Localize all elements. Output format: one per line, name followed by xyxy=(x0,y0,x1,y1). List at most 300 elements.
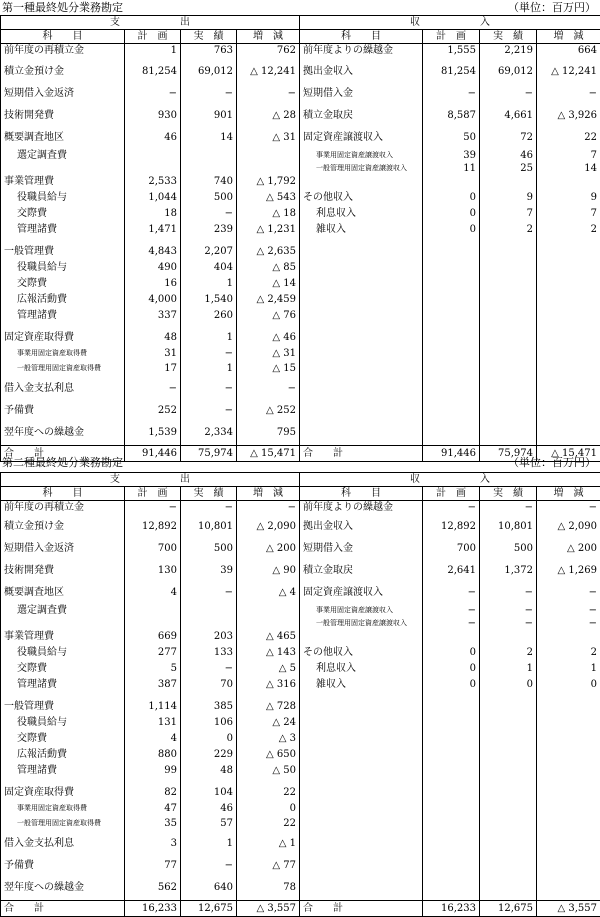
expend-item-label: 前年度の再積立金 xyxy=(1,501,125,520)
expend-item-label: 前年度の再積立金 xyxy=(1,44,125,65)
expend-item-label: 積立金預け金 xyxy=(1,520,125,542)
table-row xyxy=(1,175,600,191)
actual-value: 740 xyxy=(181,175,237,191)
actual-value xyxy=(181,162,237,175)
actual-value: 2 xyxy=(480,646,537,662)
actual-value xyxy=(480,404,537,426)
expend-item-label: 事業用固定資産取得費 xyxy=(1,802,125,817)
diff-value: △ 728 xyxy=(237,700,300,716)
table-row xyxy=(1,191,600,207)
actual-value: 1 xyxy=(181,362,237,382)
plan-value xyxy=(423,404,480,426)
plan-value: 3 xyxy=(125,837,181,859)
plan-value: 1,555 xyxy=(423,44,480,65)
table-row xyxy=(1,44,600,65)
expend-item-label: 概要調査地区 xyxy=(1,586,125,604)
actual-value: − xyxy=(181,347,237,362)
diff-value: △ 85 xyxy=(237,261,300,277)
plan-value: 12,892 xyxy=(423,520,480,542)
diff-value xyxy=(537,331,600,347)
plan-value xyxy=(125,604,181,617)
table-row xyxy=(1,131,600,149)
expend-item-label: 選定調査費 xyxy=(1,149,125,162)
expend-item-label: 一般管理費 xyxy=(1,245,125,261)
revenue-item-label xyxy=(300,859,423,881)
expend-item-label: 管理諸費 xyxy=(1,309,125,331)
revenue-item-label xyxy=(300,802,423,817)
diff-value xyxy=(537,630,600,646)
diff-value: △ 24 xyxy=(237,716,300,732)
plan-value xyxy=(423,732,480,748)
actual-value: 0 xyxy=(480,678,537,700)
plan-value: − xyxy=(423,87,480,109)
plan-header: 計 画 xyxy=(423,30,480,44)
expend-item-label: 役職員給与 xyxy=(1,261,125,277)
table-row xyxy=(1,261,600,277)
actual-value: 229 xyxy=(181,748,237,764)
plan-value: 490 xyxy=(125,261,181,277)
plan-value xyxy=(423,175,480,191)
actual-value: 72 xyxy=(480,131,537,149)
diff-value: △ 2,459 xyxy=(237,293,300,309)
plan-value: 1,539 xyxy=(125,426,181,446)
plan-value: 81,254 xyxy=(423,65,480,87)
plan-value xyxy=(125,617,181,630)
subject-header: 科 目 xyxy=(1,487,125,501)
actual-value: 901 xyxy=(181,109,237,131)
total-actual: 75,974 xyxy=(181,446,237,462)
diff-value: △ 200 xyxy=(537,542,600,564)
revenue-item-label: 事業用固定資産譲渡収入 xyxy=(300,604,423,617)
actual-value xyxy=(480,859,537,881)
actual-value xyxy=(480,700,537,716)
table-row xyxy=(1,501,600,520)
revenue-item-label: 雑収入 xyxy=(300,223,423,245)
table-row xyxy=(1,764,600,786)
plan-value xyxy=(125,149,181,162)
diff-value: △ 77 xyxy=(237,859,300,881)
table-row xyxy=(1,630,600,646)
plan-value: 277 xyxy=(125,646,181,662)
actual-value: 1,540 xyxy=(181,293,237,309)
diff-value: △ 316 xyxy=(237,678,300,700)
diff-header: 増 減 xyxy=(237,487,300,501)
revenue-item-label xyxy=(300,817,423,837)
diff-value: △ 18 xyxy=(237,207,300,223)
table-row xyxy=(1,700,600,716)
revenue-item-label: 固定資産譲渡収入 xyxy=(300,586,423,604)
diff-value xyxy=(537,802,600,817)
expend-item-label: 一般管理用固定資産取得費 xyxy=(1,362,125,382)
plan-value xyxy=(423,426,480,446)
total-diff: △ 3,557 xyxy=(237,901,300,917)
revenue-item-label: 前年度よりの繰越金 xyxy=(300,501,423,520)
revenue-item-label: 拠出金収入 xyxy=(300,65,423,87)
actual-value: − xyxy=(480,501,537,520)
actual-value: 763 xyxy=(181,44,237,65)
plan-value: 880 xyxy=(125,748,181,764)
actual-value: 385 xyxy=(181,700,237,716)
diff-value: − xyxy=(237,382,300,404)
table-row xyxy=(1,802,600,817)
diff-value xyxy=(537,175,600,191)
table-row xyxy=(1,520,600,542)
plan-value xyxy=(423,347,480,362)
actual-value: 1 xyxy=(480,662,537,678)
diff-value: △ 76 xyxy=(237,309,300,331)
diff-value: △ 90 xyxy=(237,564,300,586)
actual-value: 2 xyxy=(480,223,537,245)
revenue-item-label: 事業用固定資産譲渡収入 xyxy=(300,149,423,162)
plan-value: 4 xyxy=(125,586,181,604)
diff-value xyxy=(537,347,600,362)
plan-value: 31 xyxy=(125,347,181,362)
revenue-item-label: その他収入 xyxy=(300,646,423,662)
plan-value: 82 xyxy=(125,786,181,802)
table-row xyxy=(1,732,600,748)
diff-value: 762 xyxy=(237,44,300,65)
table-row xyxy=(1,542,600,564)
expend-item-label: 広報活動費 xyxy=(1,293,125,309)
diff-value: △ 2,090 xyxy=(537,520,600,542)
table-row xyxy=(1,837,600,859)
diff-value: − xyxy=(537,87,600,109)
actual-value xyxy=(480,630,537,646)
plan-value: 81,254 xyxy=(125,65,181,87)
plan-value: 2,533 xyxy=(125,175,181,191)
diff-value: △ 15 xyxy=(237,362,300,382)
diff-value: △ 1 xyxy=(237,837,300,859)
diff-value: △ 46 xyxy=(237,331,300,347)
table-row xyxy=(1,617,600,630)
plan-value: 18 xyxy=(125,207,181,223)
actual-header: 実 績 xyxy=(480,30,537,44)
table-row xyxy=(1,881,600,901)
actual-value: 4,661 xyxy=(480,109,537,131)
plan-value xyxy=(423,331,480,347)
plan-value xyxy=(423,261,480,277)
actual-value xyxy=(480,764,537,786)
diff-value xyxy=(537,881,600,901)
diff-value: △ 31 xyxy=(237,131,300,149)
table-row xyxy=(1,277,600,293)
expend-item-label: 固定資産取得費 xyxy=(1,331,125,347)
plan-value xyxy=(423,293,480,309)
plan-value: 1,114 xyxy=(125,700,181,716)
diff-value xyxy=(537,404,600,426)
diff-value: − xyxy=(537,586,600,604)
plan-value: 46 xyxy=(125,131,181,149)
diff-value: △ 50 xyxy=(237,764,300,786)
plan-value: 252 xyxy=(125,404,181,426)
subject-header: 科 目 xyxy=(300,487,423,501)
diff-value: 0 xyxy=(237,802,300,817)
expend-item-label: 選定調査費 xyxy=(1,604,125,617)
total-row xyxy=(1,901,600,917)
diff-value: − xyxy=(537,617,600,630)
expend-item-label: 一般管理費 xyxy=(1,700,125,716)
diff-value: 78 xyxy=(237,881,300,901)
plan-value xyxy=(423,748,480,764)
revenue-item-label: 短期借入金 xyxy=(300,87,423,109)
expend-item-label: 短期借入金返済 xyxy=(1,87,125,109)
actual-value xyxy=(480,309,537,331)
diff-value: △ 3 xyxy=(237,732,300,748)
actual-value: 9 xyxy=(480,191,537,207)
total-actual: 75,974 xyxy=(480,446,537,462)
table-row xyxy=(1,331,600,347)
actual-value xyxy=(480,331,537,347)
revenue-item-label xyxy=(300,277,423,293)
actual-value xyxy=(480,837,537,859)
expend-item-label: 役職員給与 xyxy=(1,716,125,732)
expend-item-label: 翌年度への繰越金 xyxy=(1,426,125,446)
actual-value: − xyxy=(480,586,537,604)
total-plan: 16,233 xyxy=(423,901,480,917)
plan-value xyxy=(423,817,480,837)
actual-value: − xyxy=(181,586,237,604)
revenue-item-label xyxy=(300,245,423,261)
table-row xyxy=(1,87,600,109)
expend-item-label: 管理諸費 xyxy=(1,678,125,700)
revenue-header: 収 入 xyxy=(300,473,600,487)
expend-item-label: 借入金支払利息 xyxy=(1,382,125,404)
table-row xyxy=(1,716,600,732)
plan-value: 4,843 xyxy=(125,245,181,261)
plan-header: 計 画 xyxy=(423,487,480,501)
actual-value: 69,012 xyxy=(181,65,237,87)
table-row xyxy=(1,426,600,446)
actual-value xyxy=(480,362,537,382)
actual-value: 104 xyxy=(181,786,237,802)
table-row xyxy=(1,748,600,764)
actual-value: 404 xyxy=(181,261,237,277)
plan-value: 0 xyxy=(423,207,480,223)
expend-item-label: 一般管理用固定資産取得費 xyxy=(1,817,125,837)
expend-item-label: 借入金支払利息 xyxy=(1,837,125,859)
actual-value: − xyxy=(181,404,237,426)
actual-value: 46 xyxy=(480,149,537,162)
plan-value: 99 xyxy=(125,764,181,786)
actual-value: 25 xyxy=(480,162,537,175)
diff-value: 795 xyxy=(237,426,300,446)
expend-header: 支 出 xyxy=(1,16,300,30)
revenue-item-label xyxy=(300,630,423,646)
expend-item-label: 積立金預け金 xyxy=(1,65,125,87)
section-2-title: 第二種最終処分業務勘定 xyxy=(2,455,123,470)
revenue-item-label xyxy=(300,881,423,901)
plan-value: 47 xyxy=(125,802,181,817)
diff-value: △ 1,231 xyxy=(237,223,300,245)
actual-value: 57 xyxy=(181,817,237,837)
expend-item-label: 予備費 xyxy=(1,859,125,881)
actual-value xyxy=(480,802,537,817)
section-2-units: （単位：百万円） xyxy=(508,455,596,470)
diff-value xyxy=(537,382,600,404)
plan-value xyxy=(423,309,480,331)
diff-value xyxy=(237,162,300,175)
table-row xyxy=(1,109,600,131)
plan-value xyxy=(423,382,480,404)
plan-value: 131 xyxy=(125,716,181,732)
diff-value: 1 xyxy=(537,662,600,678)
plan-value: − xyxy=(423,604,480,617)
plan-value: − xyxy=(125,382,181,404)
total-label: 合 計 xyxy=(1,901,125,917)
table-row xyxy=(1,293,600,309)
expend-item-label: 予備費 xyxy=(1,404,125,426)
expend-item-label xyxy=(1,617,125,630)
plan-value: 0 xyxy=(423,646,480,662)
expend-item-label: 役職員給与 xyxy=(1,191,125,207)
revenue-item-label xyxy=(300,732,423,748)
diff-value xyxy=(537,309,600,331)
actual-header: 実 績 xyxy=(181,30,237,44)
actual-value xyxy=(480,732,537,748)
actual-value: − xyxy=(480,617,537,630)
plan-value: 48 xyxy=(125,331,181,347)
actual-value: − xyxy=(181,501,237,520)
actual-value xyxy=(480,293,537,309)
table-row xyxy=(1,382,600,404)
actual-value: 260 xyxy=(181,309,237,331)
expend-item-label: 交際費 xyxy=(1,207,125,223)
actual-value: 2,334 xyxy=(181,426,237,446)
table-row xyxy=(1,786,600,802)
diff-value: 22 xyxy=(537,131,600,149)
diff-value xyxy=(537,786,600,802)
expend-item-label: 役職員給与 xyxy=(1,646,125,662)
plan-value xyxy=(423,837,480,859)
diff-value: △ 31 xyxy=(237,347,300,362)
plan-value: 11 xyxy=(423,162,480,175)
actual-value xyxy=(480,716,537,732)
diff-header: 増 減 xyxy=(237,30,300,44)
section-1-caption xyxy=(0,0,600,15)
diff-value: △ 1,792 xyxy=(237,175,300,191)
plan-value xyxy=(423,764,480,786)
plan-value xyxy=(423,277,480,293)
plan-value xyxy=(423,700,480,716)
actual-value: 500 xyxy=(181,191,237,207)
actual-value xyxy=(181,149,237,162)
expend-item-label: 技術開発費 xyxy=(1,564,125,586)
actual-value: 7 xyxy=(480,207,537,223)
diff-value: 22 xyxy=(237,817,300,837)
plan-value: 1 xyxy=(125,44,181,65)
revenue-item-label xyxy=(300,426,423,446)
table-row xyxy=(1,65,600,87)
revenue-item-label xyxy=(300,309,423,331)
actual-value: 203 xyxy=(181,630,237,646)
total-actual: 12,675 xyxy=(480,901,537,917)
plan-value: 1,471 xyxy=(125,223,181,245)
revenue-item-label xyxy=(300,331,423,347)
revenue-item-label xyxy=(300,362,423,382)
diff-value xyxy=(537,245,600,261)
diff-value xyxy=(537,764,600,786)
revenue-header: 収 入 xyxy=(300,16,600,30)
revenue-item-label: 利息収入 xyxy=(300,662,423,678)
actual-value: − xyxy=(181,382,237,404)
revenue-item-label xyxy=(300,293,423,309)
revenue-item-label: 積立金取戻 xyxy=(300,564,423,586)
plan-value: − xyxy=(423,586,480,604)
plan-value: 562 xyxy=(125,881,181,901)
table-row xyxy=(1,817,600,837)
plan-value: 387 xyxy=(125,678,181,700)
actual-value xyxy=(181,617,237,630)
subject-header: 科 目 xyxy=(1,30,125,44)
actual-header: 実 績 xyxy=(480,487,537,501)
plan-value: 16 xyxy=(125,277,181,293)
expend-item-label: 交際費 xyxy=(1,662,125,678)
revenue-item-label: 一般管理用固定資産譲渡収入 xyxy=(300,617,423,630)
diff-value: △ 5 xyxy=(237,662,300,678)
actual-value: 239 xyxy=(181,223,237,245)
plan-value: − xyxy=(423,617,480,630)
expend-item-label xyxy=(1,162,125,175)
plan-value: 35 xyxy=(125,817,181,837)
revenue-item-label: 雑収入 xyxy=(300,678,423,700)
actual-header: 実 績 xyxy=(181,487,237,501)
plan-value: 700 xyxy=(423,542,480,564)
plan-value xyxy=(423,859,480,881)
actual-value: 1 xyxy=(181,837,237,859)
actual-value xyxy=(480,426,537,446)
plan-value: − xyxy=(125,87,181,109)
actual-value: 70 xyxy=(181,678,237,700)
actual-value xyxy=(181,604,237,617)
table-row xyxy=(1,245,600,261)
expend-item-label: 事業管理費 xyxy=(1,630,125,646)
plan-header: 計 画 xyxy=(125,487,181,501)
table-row xyxy=(1,586,600,604)
table-row xyxy=(1,162,600,175)
actual-value xyxy=(480,786,537,802)
total-diff: △ 3,557 xyxy=(537,901,600,917)
diff-value: △ 1,269 xyxy=(537,564,600,586)
total-plan: 91,446 xyxy=(125,446,181,462)
table-row xyxy=(1,362,600,382)
total-label: 合 計 xyxy=(300,901,423,917)
diff-value: △ 28 xyxy=(237,109,300,131)
table-row xyxy=(1,678,600,700)
diff-value xyxy=(537,837,600,859)
actual-value xyxy=(480,881,537,901)
actual-value: 46 xyxy=(181,802,237,817)
diff-value: △ 12,241 xyxy=(237,65,300,87)
diff-value xyxy=(537,859,600,881)
diff-value: △ 200 xyxy=(237,542,300,564)
plan-value: 2,641 xyxy=(423,564,480,586)
expend-item-label: 広報活動費 xyxy=(1,748,125,764)
diff-value: − xyxy=(237,87,300,109)
table-row xyxy=(1,309,600,331)
revenue-item-label: 拠出金収入 xyxy=(300,520,423,542)
diff-value: 2 xyxy=(537,646,600,662)
plan-value: 0 xyxy=(423,662,480,678)
expend-item-label: 管理諸費 xyxy=(1,223,125,245)
table-row xyxy=(1,207,600,223)
diff-value: − xyxy=(537,501,600,520)
diff-value xyxy=(537,817,600,837)
actual-value xyxy=(480,245,537,261)
diff-value xyxy=(537,293,600,309)
revenue-item-label: 積立金取戻 xyxy=(300,109,423,131)
actual-value: 69,012 xyxy=(480,65,537,87)
diff-value xyxy=(237,149,300,162)
